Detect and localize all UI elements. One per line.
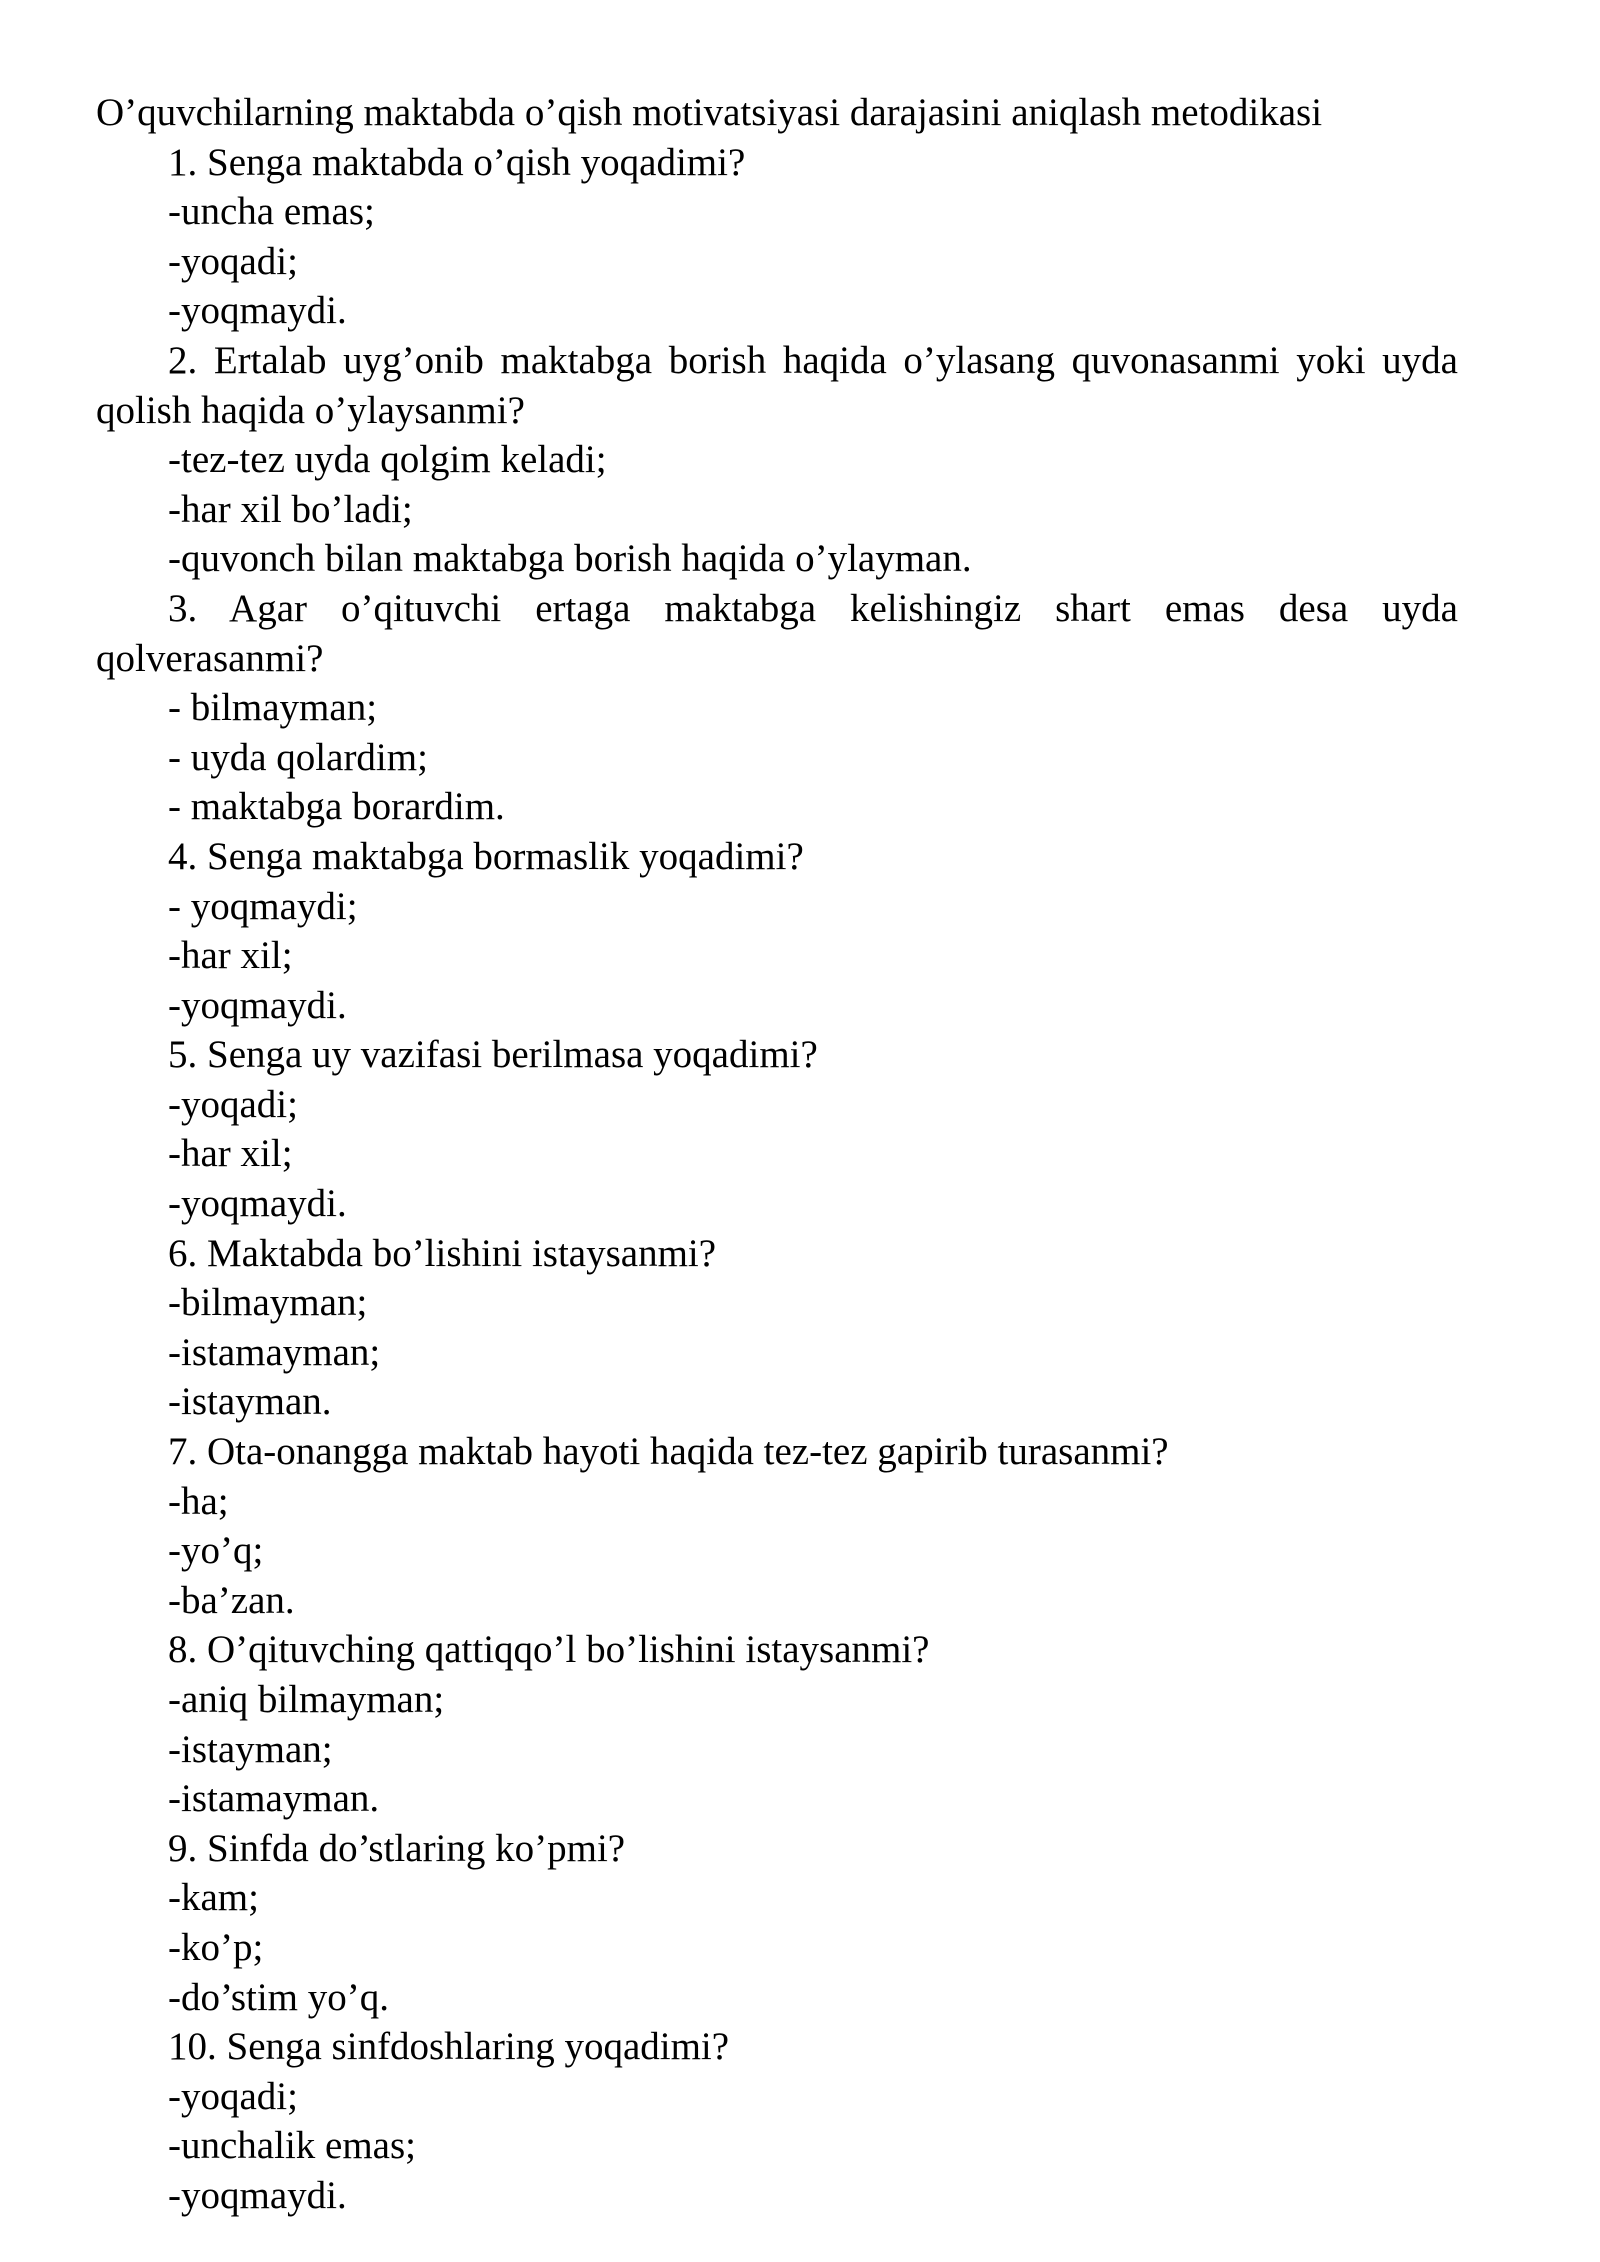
question-text: 3. Agar o’qituvchi ertaga maktabga kelishingiz shart emas desa uyda qolverasanmi? xyxy=(96,586,1458,680)
answer-option: -uncha emas; xyxy=(168,190,375,234)
answer-option: -ha; xyxy=(168,1479,229,1523)
question-text: 8. O’qituvching qattiqqo’l bo’lishini istaysanmi? xyxy=(168,1628,930,1672)
answer-option: -yoqmaydi. xyxy=(168,983,347,1027)
answer-option: -har xil; xyxy=(168,934,293,978)
answer-option: -unchalik emas; xyxy=(168,2124,416,2168)
document-page xyxy=(96,88,1458,2221)
answer-option: - maktabga borardim. xyxy=(168,785,505,829)
question-4 xyxy=(96,832,1458,1030)
document-title: O’quvchilarning maktabda o’qish motivatsiyasi darajasini aniqlash metodikasi xyxy=(96,91,1323,134)
question-text: 4. Senga maktabga bormaslik yoqadimi? xyxy=(168,834,804,878)
answer-option: -istayman. xyxy=(168,1380,332,1424)
answer-option: -har xil bo’ladi; xyxy=(168,487,413,531)
answer-option: -yoqadi; xyxy=(168,239,298,283)
answer-option: -tez-tez uyda qolgim keladi; xyxy=(168,438,607,482)
answer-option: - bilmayman; xyxy=(168,686,378,730)
question-text: 6. Maktabda bo’lishini istaysanmi? xyxy=(168,1231,717,1275)
question-1 xyxy=(96,138,1458,336)
answer-option: -har xil; xyxy=(168,1132,293,1176)
answer-option: -ba’zan. xyxy=(168,1578,295,1622)
question-6 xyxy=(96,1229,1458,1427)
answer-option: -do’stim yo’q. xyxy=(168,1975,389,2019)
question-10 xyxy=(96,2022,1458,2220)
question-9 xyxy=(96,1824,1458,2022)
question-5 xyxy=(96,1030,1458,1228)
question-text: 1. Senga maktabda o’qish yoqadimi? xyxy=(168,140,746,184)
answer-option: -istamayman. xyxy=(168,1777,380,1821)
answer-option: -yoqmaydi. xyxy=(168,2173,347,2217)
question-text: 5. Senga uy vazifasi berilmasa yoqadimi? xyxy=(168,1033,818,1077)
answer-option: -yo’q; xyxy=(168,1529,264,1573)
question-text: 7. Ota-onangga maktab hayoti haqida tez-tez gapirib turasanmi? xyxy=(168,1430,1169,1474)
question-2 xyxy=(96,336,1458,584)
question-text: 2. Ertalab uyg’onib maktabga borish haqida o’ylasang quvonasanmi yoki uyda qolish haqida o’ylaysanmi? xyxy=(96,338,1458,432)
question-7 xyxy=(96,1427,1458,1625)
question-3 xyxy=(96,584,1458,832)
answer-option: - yoqmaydi; xyxy=(168,884,358,928)
answer-option: -yoqadi; xyxy=(168,2074,298,2118)
question-text: 10. Senga sinfdoshlaring yoqadimi? xyxy=(168,2025,730,2069)
answer-option: -yoqmaydi. xyxy=(168,289,347,333)
answer-option: -aniq bilmayman; xyxy=(168,1678,445,1721)
question-8 xyxy=(96,1625,1458,1823)
answer-option: -istamayman; xyxy=(168,1330,381,1374)
answer-option: -kam; xyxy=(168,1876,259,1920)
answer-option: -bilmayman; xyxy=(168,1281,368,1325)
answer-option: -istayman; xyxy=(168,1727,333,1771)
answer-option: -ko’p; xyxy=(168,1925,264,1969)
question-text: 9. Sinfda do’stlaring ko’pmi? xyxy=(168,1826,626,1870)
answer-option: -yoqadi; xyxy=(168,1082,298,1126)
answer-option: -quvonch bilan maktabga borish haqida o’ylayman. xyxy=(168,537,972,581)
answer-option: - uyda qolardim; xyxy=(168,735,428,779)
answer-option: -yoqmaydi. xyxy=(168,1182,347,1226)
